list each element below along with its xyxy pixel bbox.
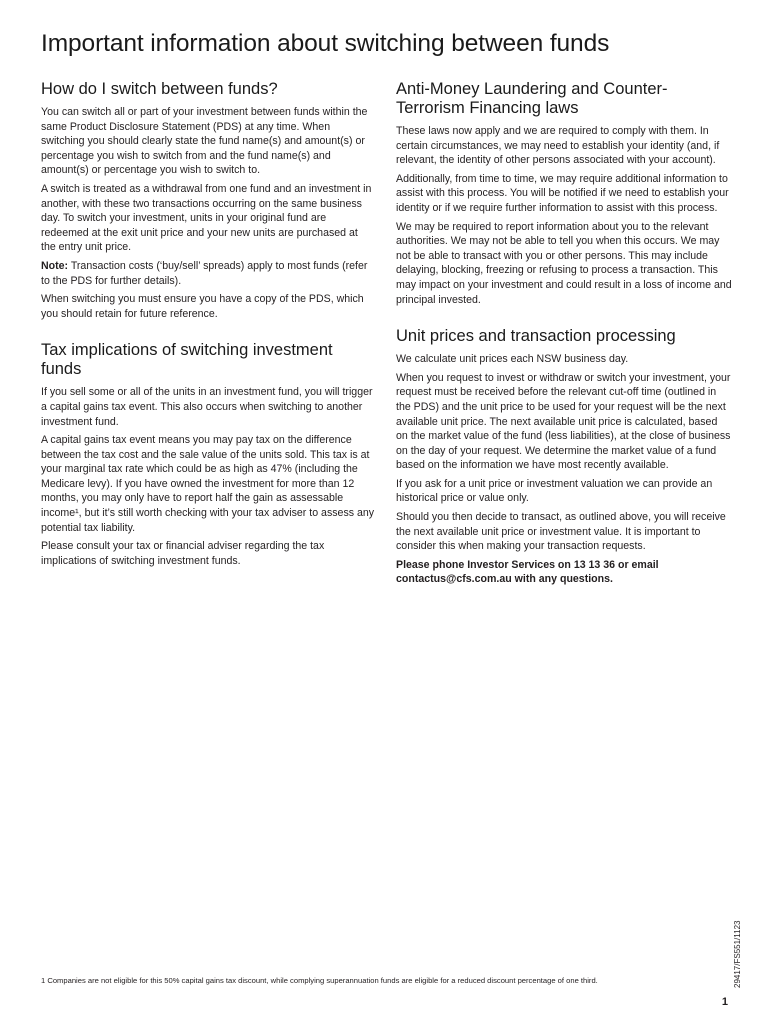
aml-paragraph-1: These laws now apply and we are required to comply with them. In certain circumstances, we may need to establish your identity (and, if relevant, the identity of other persons associated with your account). xyxy=(396,125,720,167)
left-column xyxy=(41,80,375,572)
tax-paragraph-2: A capital gains tax event means you may pay tax on the difference between the tax cost and the sale value of the units sold. This tax is at your marginal tax rate which could be as high as 47% (including the Medicare levy). If you have owned the investment for more than 12 months, you may only have to report half the gain as assessable income¹, but it’s still worth checking with your tax adviser to assess any potential tax liability. xyxy=(41,434,375,534)
unit-paragraph-3: If you ask for a unit price or investment valuation we can provide an historical price or value only. xyxy=(396,477,713,505)
tax-paragraph-3: Please consult your tax or financial adviser regarding the tax implications of switching investment funds. xyxy=(41,540,325,567)
contact-info: Please phone Investor Services on 13 13 36 or email contactus@cfs.com.au with any questions. xyxy=(396,558,659,586)
footnote: 1 Companies are not eligible for this 50% capital gains tax discount, while complying superannuation funds are eligible for a reduced discount percentage of one third. xyxy=(41,976,598,985)
switch-heading: How do I switch between funds? xyxy=(41,80,278,98)
note-label: Note: xyxy=(41,259,69,272)
tax-heading: Tax implications of switching investment funds xyxy=(41,341,333,379)
aml-paragraph-2: Additionally, from time to time, we may require additional information to assist with this process. You will be notified if we need to establish your identity or if we require further information to assist with this process. xyxy=(396,172,729,214)
document-code: 29417/FS551/1123 xyxy=(733,920,742,988)
switch-paragraph-1: You can switch all or part of your investment between funds within the same Product Disclosure Statement (PDS) at any time. When switching you should clearly state the fund name(s) and amount(s) or percentage you wish to switch from and the fund name(s) and amount(s) or percentage you wish to switch to. xyxy=(41,106,368,177)
right-column xyxy=(396,80,732,591)
switch-paragraph-2: A switch is treated as a withdrawal from one fund and an investment in another, with these two transactions occurring on the same business day. To switch your investment, units in your original fund are redeemed at the exit unit price and your new units are purchased at the entry unit price. xyxy=(41,182,372,254)
aml-paragraph-3: We may be required to report information about you to the relevant authorities. We may not be able to tell you when this occurs. We may not be able to transact with you or other persons. This may include delaying, blocking, freezing or refusing to process a transaction. This may impact on your investment and could result in a loss of income and principal invested. xyxy=(396,220,732,306)
switch-note xyxy=(41,259,375,288)
unit-paragraph-1: We calculate unit prices each NSW business day. xyxy=(396,353,629,366)
unit-prices-section xyxy=(396,327,732,587)
switch-section xyxy=(41,80,375,321)
unit-prices-heading: Unit prices and transaction processing xyxy=(396,327,676,346)
aml-heading: Anti-Money Laundering and Counter-Terrorism Financing laws xyxy=(396,80,668,117)
page-number: 1 xyxy=(721,996,728,1008)
page-title: Important information about switching between funds xyxy=(41,30,610,57)
aml-section xyxy=(396,80,732,307)
switch-paragraph-4: When switching you must ensure you have a copy of the PDS, which you should retain for future reference. xyxy=(41,293,364,320)
unit-paragraph-4: Should you then decide to transact, as outlined above, you will receive the next available unit price or investment value. It is important to consider this when making your transaction requests. xyxy=(396,511,726,553)
tax-paragraph-1: If you sell some or all of the units in an investment fund, you will trigger a capital gains tax event. This also occurs when switching to another investment fund. xyxy=(41,386,373,428)
unit-paragraph-2: When you request to invest or withdraw or switch your investment, your request must be received before the relevant cut-off time (outlined in the PDS) and the unit price to be used for your request will be the next available unit price. The next available unit price is calculated, based on the market value of the fund (less liabilities), at the close of business on the day of your request. We determine the market value of a fund based on the information we have most recently available. xyxy=(396,371,731,472)
tax-section xyxy=(41,341,375,568)
note-text: Transaction costs (‘buy/sell’ spreads) apply to most funds (refer to the PDS for further details). xyxy=(41,259,368,287)
